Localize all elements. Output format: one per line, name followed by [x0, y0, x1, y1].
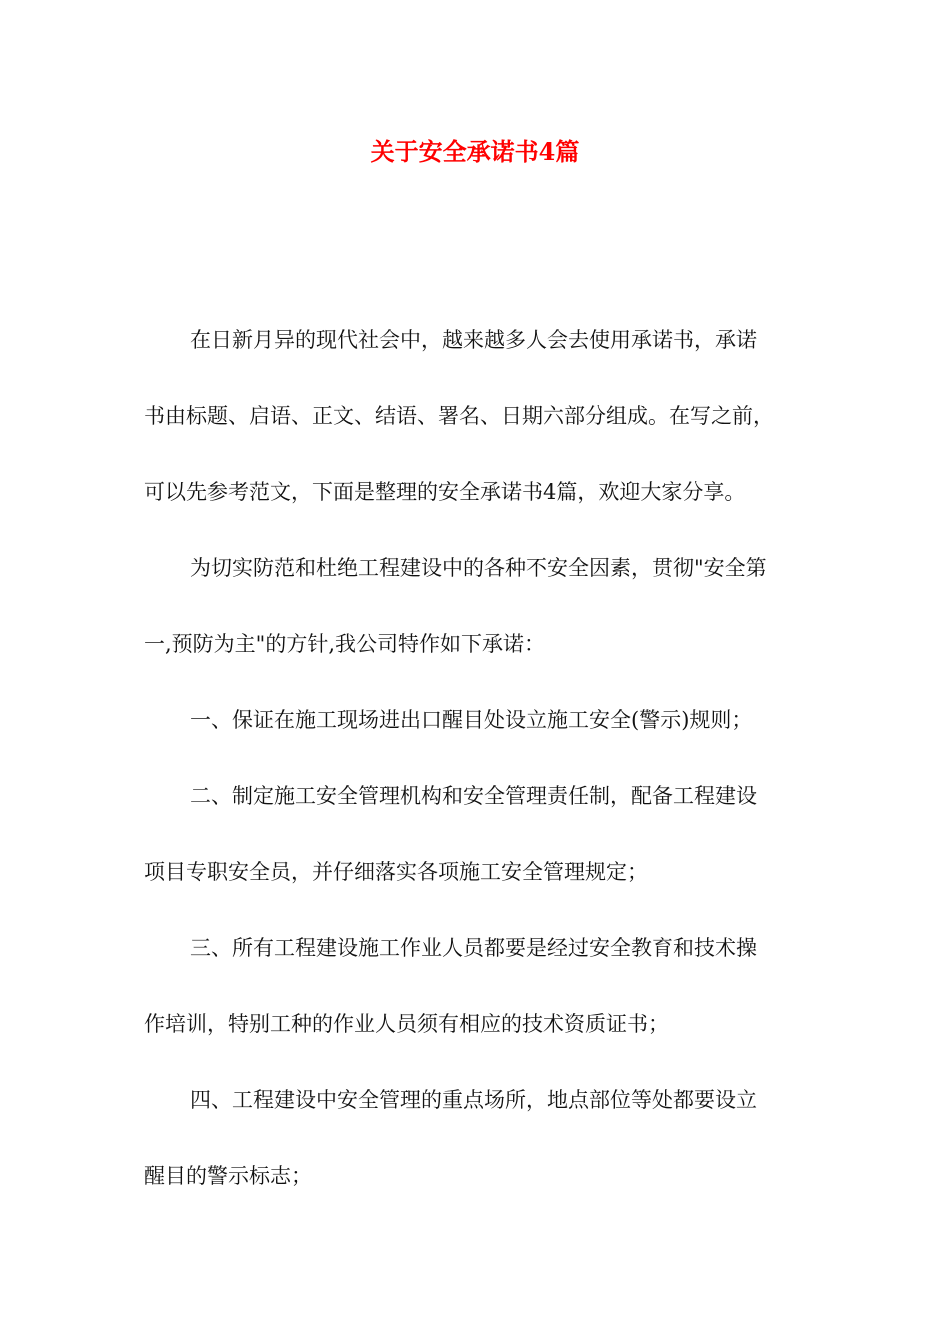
- item-3-line-2: 作培训，特别工种的作业人员须有相应的技术资质证书；: [144, 1012, 669, 1036]
- paragraph-commitment-line-2: 一,预防为主"的方针,我公司特作如下承诺：: [144, 632, 546, 656]
- paragraph-intro-line-1: 在日新月异的现代社会中，越来越多人会去使用承诺书，承诺: [190, 328, 757, 352]
- item-4-line-1: 四、工程建设中安全管理的重点场所，地点部位等处都要设立: [190, 1088, 757, 1112]
- item-3-line-1: 三、所有工程建设施工作业人员都要是经过安全教育和技术操: [190, 936, 757, 960]
- paragraph-intro-line-3: 可以先参考范文，下面是整理的安全承诺书4篇，欢迎大家分享。: [144, 480, 746, 504]
- item-4-line-2: 醒目的警示标志；: [144, 1164, 312, 1188]
- document-title: 关于安全承诺书4篇: [370, 137, 580, 166]
- item-1-line-1: 一、保证在施工现场进出口醒目处设立施工安全(警示)规则；: [190, 708, 753, 732]
- paragraph-intro-line-2: 书由标题、启语、正文、结语、署名、日期六部分组成。在写之前，: [144, 404, 774, 428]
- item-2-line-1: 二、制定施工安全管理机构和安全管理责任制，配备工程建设: [190, 784, 757, 808]
- paragraph-commitment-line-1: 为切实防范和杜绝工程建设中的各种不安全因素，贯彻"安全第: [190, 556, 767, 580]
- item-2-line-2: 项目专职安全员，并仔细落实各项施工安全管理规定；: [144, 860, 648, 884]
